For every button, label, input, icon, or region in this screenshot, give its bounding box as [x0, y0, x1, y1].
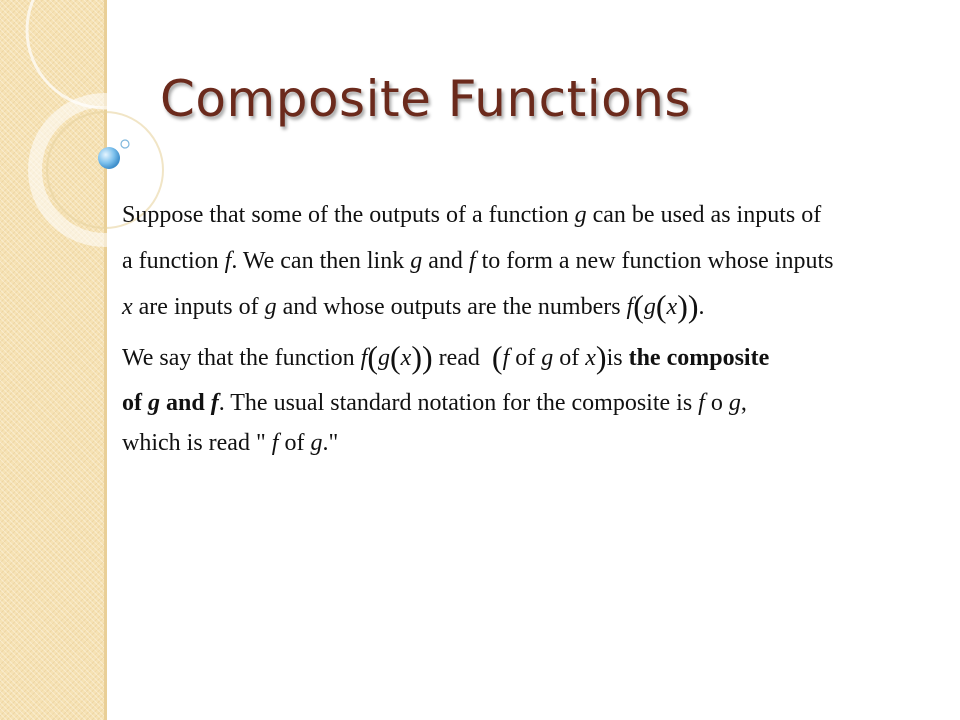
- body-line-1: Suppose that some of the outputs of a function g can be used as inputs of: [122, 202, 822, 228]
- body-line-4: We say that the function f(g(x)) read (f of g of x)is the composite: [122, 339, 770, 375]
- body-line-6: which is read " f of g.": [122, 430, 339, 456]
- decor-orb: [98, 147, 120, 169]
- body-line-5: of g and f. The usual standard notation for the composite is f o g,: [122, 390, 747, 416]
- body-line-2: a function f. We can then link g and f to form a new function whose inputs: [122, 248, 834, 274]
- body-line-3: x are inputs of g and whose outputs are the numbers f(g(x)).: [122, 288, 705, 324]
- slide-title: Composite Functions: [160, 70, 691, 128]
- decor-small-orb: [121, 140, 129, 148]
